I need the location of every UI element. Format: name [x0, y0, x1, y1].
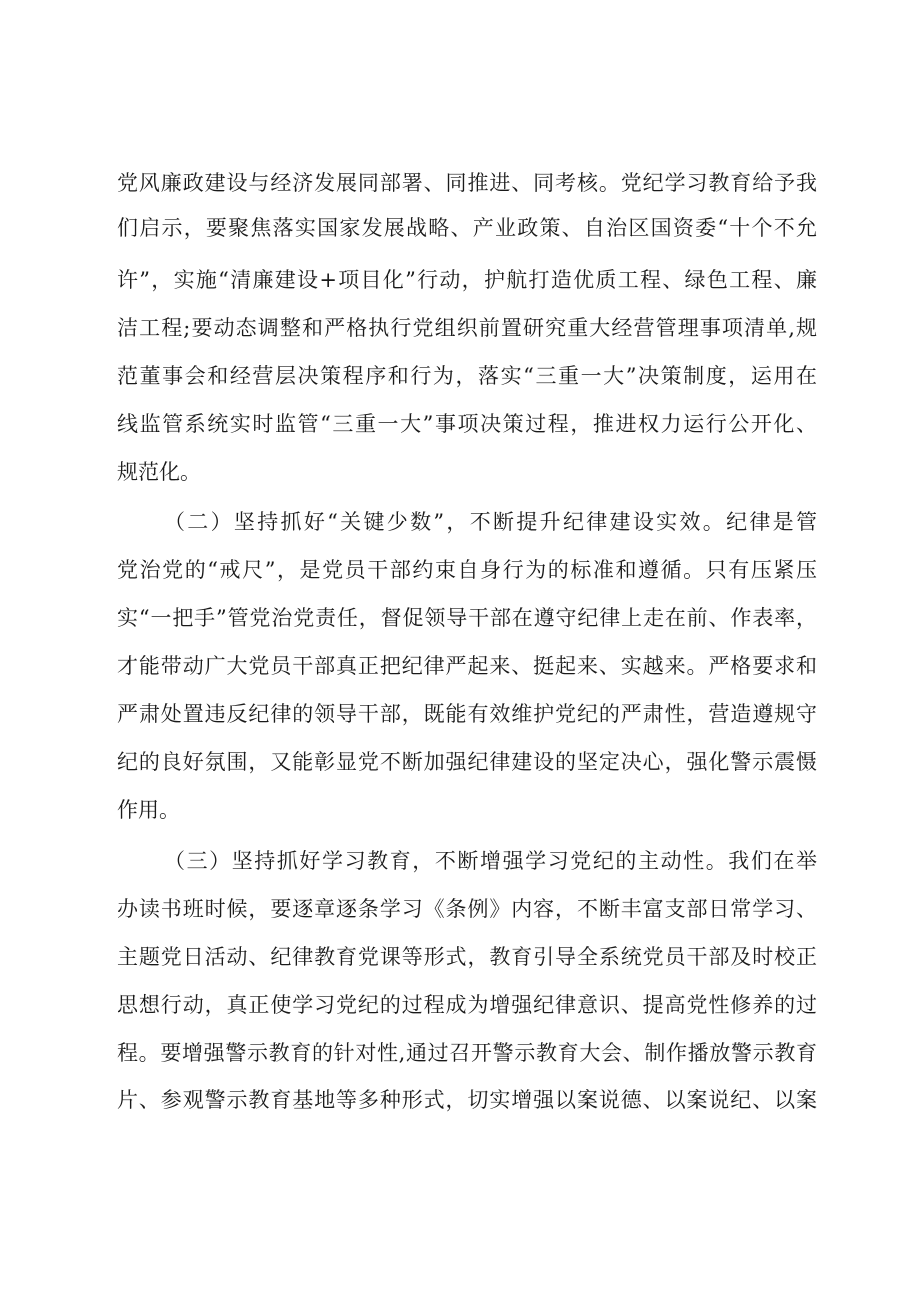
text-line: 思想行动，真正使学习党纪的过程成为增强纪律意识、提高党性修养的过 [117, 993, 817, 1017]
paragraph-1-line [0, 356, 920, 396]
paragraph-1-line [0, 260, 920, 300]
paragraph-2-line [0, 790, 920, 830]
text-line: （三）坚持抓好学习教育，不断增强学习党纪的主动性。我们在举 [164, 849, 817, 873]
text-line: 办读书班时候，要逐章逐条学习《条例》内容，不断丰富支部日常学习、 [117, 897, 817, 921]
text-line: 规范化。 [117, 460, 201, 484]
text-line: 片、参观警示教育基地等多种形式，切实增强以案说德、以案说纪、以案 [117, 1088, 817, 1112]
text-line: 程。要增强警示教育的针对性,通过召开警示教育大会、制作播放警示教育 [117, 1041, 817, 1065]
text-line: 才能带动广大党员干部真正把纪律严起来、挺起来、实越来。严格要求和 [117, 654, 817, 678]
text-line: 纪的良好氛围，又能彰显党不断加强纪律建设的坚定决心，强化警示震慑 [117, 750, 817, 774]
text-line: 许”，实施“清廉建设+项目化”行动，护航打造优质工程、绿色工程、廉 [117, 268, 817, 292]
paragraph-2-line [0, 598, 920, 638]
text-line: 实“一把手”管党治党责任，督促领导干部在遵守纪律上走在前、作表率， [117, 606, 817, 630]
text-line: 党治党的“戒尺”，是党员干部约束自身行为的标准和遵循。只有压紧压 [117, 558, 817, 582]
paragraph-2-line [0, 694, 920, 734]
paragraph-3-line [0, 841, 920, 881]
text-line: （二）坚持抓好“关键少数”，不断提升纪律建设实效。纪律是管 [164, 510, 817, 534]
text-line: 党风廉政建设与经济发展同部署、同推进、同考核。党纪学习教育给予我 [117, 171, 817, 195]
text-line: 线监管系统实时监管“三重一大”事项决策过程，推进权力运行公开化、 [117, 412, 817, 436]
paragraph-1-line [0, 308, 920, 348]
paragraph-3-line [0, 889, 920, 929]
text-line: 范董事会和经营层决策程序和行为，落实“三重一大”决策制度，运用在 [117, 364, 817, 388]
paragraph-3-line [0, 985, 920, 1025]
text-line: 洁工程;要动态调整和严格执行党组织前置研究重大经营管理事项清单,规 [117, 316, 817, 340]
text-line: 们启示，要聚焦落实国家发展战略、产业政策、自治区国资委“十个不允 [117, 216, 817, 240]
paragraph-2-line [0, 646, 920, 686]
paragraph-2-line [0, 742, 920, 782]
paragraph-2-line [0, 550, 920, 590]
text-line: 作用。 [117, 798, 180, 822]
paragraph-2-line [0, 502, 920, 542]
text-line: 严肃处置违反纪律的领导干部，既能有效维护党纪的严肃性，营造遵规守 [117, 702, 817, 726]
paragraph-3-line [0, 1033, 920, 1073]
paragraph-1-line [0, 452, 920, 492]
paragraph-3-line [0, 1080, 920, 1120]
paragraph-3-line [0, 937, 920, 977]
text-line: 主题党日活动、纪律教育党课等形式，教育引导全系统党员干部及时校正 [117, 945, 817, 969]
paragraph-1-line [0, 163, 920, 203]
paragraph-1-line [0, 404, 920, 444]
paragraph-1-line [0, 208, 920, 248]
